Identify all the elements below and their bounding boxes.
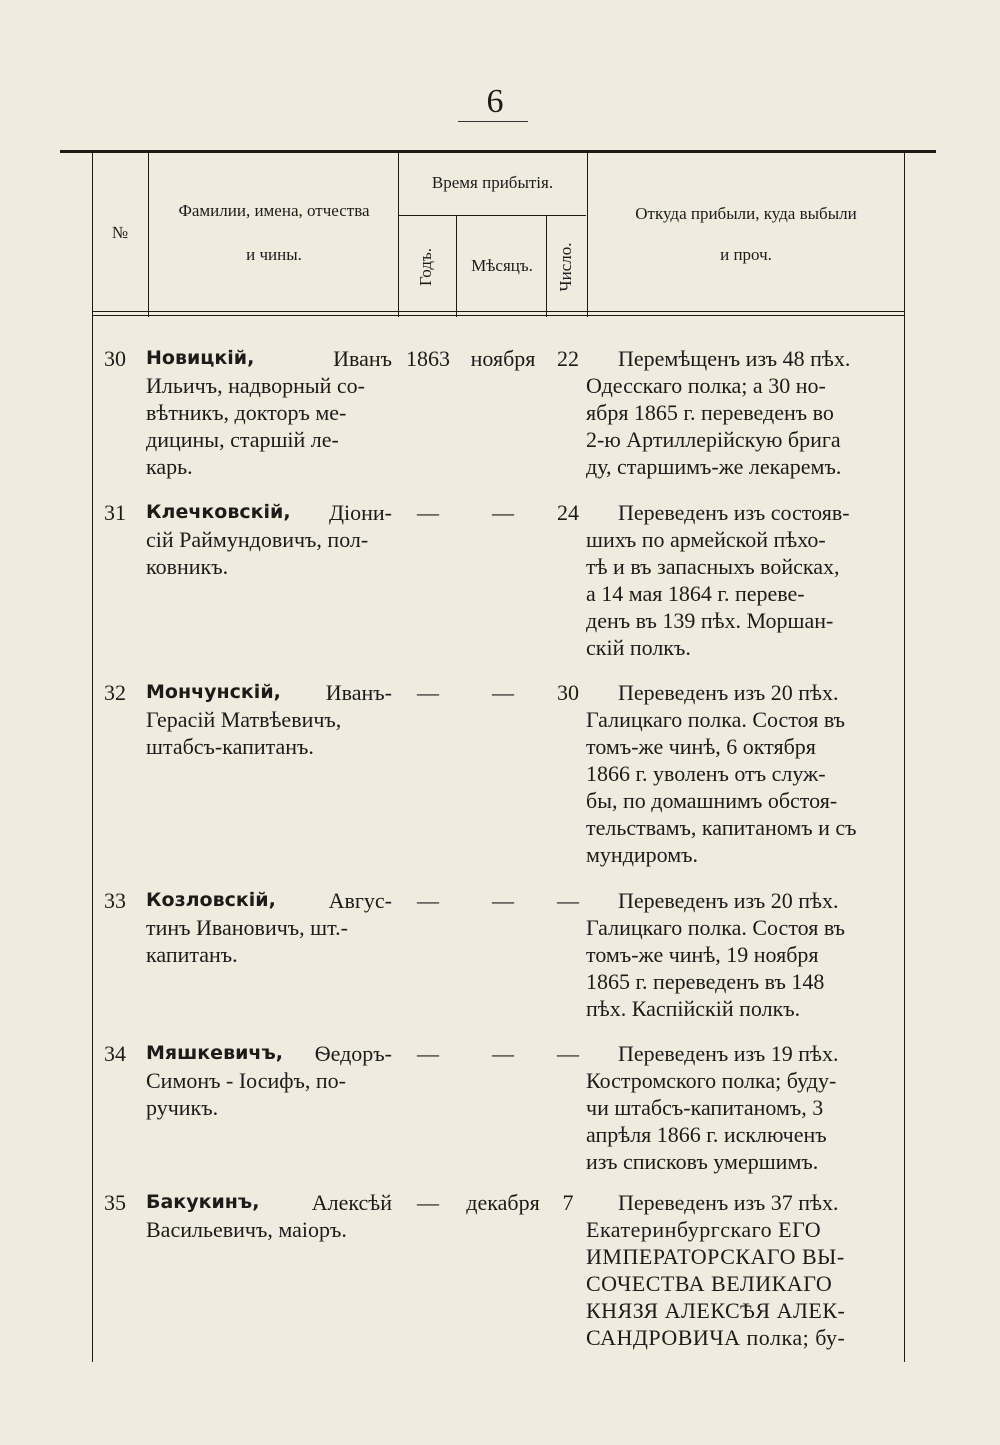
day-value: —	[557, 1041, 579, 1066]
remarks-line: СОЧЕСТВА ВЕЛИКАГО	[586, 1271, 833, 1296]
month-value: —	[492, 1041, 514, 1066]
right-border	[904, 152, 905, 1362]
remarks-line: денъ въ 139 пѣх. Моршан-	[586, 608, 834, 633]
month-value: —	[492, 680, 514, 705]
surname: Мончунскій,	[146, 681, 281, 703]
remarks-line: КНЯЗЯ АЛЕКСѢЯ АЛЕК-	[586, 1298, 846, 1323]
name-line: карь.	[146, 454, 193, 479]
day-value: 30	[557, 680, 579, 705]
remarks	[586, 499, 904, 661]
remarks-line: томъ-же чинѣ, 6 октября	[586, 734, 816, 759]
name-line: вѣтникъ, докторъ ме-	[146, 400, 347, 425]
name-line: капитанъ.	[146, 942, 238, 967]
name-line: тинъ Ивановичъ, шт.-	[146, 915, 348, 940]
header-number: №	[111, 223, 129, 242]
remarks-line: шихъ по армейской пѣхо-	[586, 527, 826, 552]
row-number: 34	[104, 1041, 126, 1066]
day-value: 7	[562, 1190, 574, 1215]
remarks-line: Одесскаго полка; а 30 но-	[586, 373, 826, 398]
remarks-line: ду, старшимъ-же лекаремъ.	[586, 454, 842, 479]
remarks-line: томъ-же чинѣ, 19 ноября	[586, 942, 819, 967]
name-line: дицины, старшій ле-	[146, 427, 339, 452]
header-name-line1: Фамилии, имена, отчества	[178, 201, 370, 220]
month-value: —	[492, 500, 514, 525]
remarks-line: мундиромъ.	[586, 842, 699, 867]
header-year: Годъ.	[416, 247, 435, 287]
row-number: 32	[104, 680, 126, 705]
remarks-line: скій полкъ.	[586, 635, 691, 660]
remarks-line: бы, по домашнимъ обстоя-	[586, 788, 838, 813]
row-number: 30	[104, 346, 126, 371]
surname: Мяшкевичъ,	[146, 1042, 283, 1064]
surname: Клечковскій,	[146, 501, 291, 523]
day-value: 22	[557, 346, 579, 371]
name-line: Васильевичъ, маіоръ.	[146, 1217, 347, 1242]
remarks-line: Екатеринбургскаго ЕГО	[586, 1217, 822, 1242]
name-line: Ильичъ, надворный со-	[146, 373, 366, 398]
remarks-line: 1865 г. переведенъ въ 148	[586, 969, 825, 994]
remarks-line: Переведенъ изъ 37 пѣх.	[618, 1190, 839, 1215]
remarks-line: изъ списковъ умершимъ.	[586, 1149, 819, 1174]
person-name	[146, 345, 392, 480]
remarks-line: тельствамъ, капитаномъ и съ	[586, 815, 857, 840]
name-line: Симонъ - Іосифъ, по-	[146, 1068, 346, 1093]
name-line: Иванъ	[333, 346, 392, 371]
page-number: 6	[486, 83, 504, 120]
header-rule-2	[92, 315, 904, 316]
divider-day-remarks	[587, 152, 588, 317]
name-line: сій Раймундовичъ, пол-	[146, 527, 369, 552]
remarks	[586, 345, 904, 480]
remarks-line: ября 1865 г. переведенъ во	[586, 400, 834, 425]
year-value: —	[417, 888, 439, 913]
remarks-line: САНДРОВИЧА полка; бу-	[586, 1325, 846, 1350]
person-name	[146, 887, 392, 968]
month-value: декабря	[466, 1190, 540, 1215]
remarks	[586, 1040, 904, 1175]
surname: Козловскій,	[146, 889, 276, 911]
remarks-line: ИМПЕРАТОРСКАГО ВЫ-	[586, 1244, 845, 1269]
name-line: Алексѣй	[311, 1190, 392, 1215]
remarks-line: 1866 г. уволенъ отъ служ-	[586, 761, 826, 786]
day-value: 24	[557, 500, 579, 525]
remarks-line: пѣх. Каспійскій полкъ.	[586, 996, 801, 1021]
left-border	[92, 152, 93, 1362]
remarks-line: Галицкаго полка. Состоя въ	[586, 915, 846, 940]
name-line: Герасій Матвѣевичъ,	[146, 707, 342, 732]
year-value: —	[417, 500, 439, 525]
header-day: Число.	[556, 242, 575, 292]
name-line: ручикъ.	[146, 1095, 219, 1120]
remarks-line: а 14 мая 1864 г. переве-	[586, 581, 805, 606]
day-value: —	[557, 888, 579, 913]
row-number: 31	[104, 500, 126, 525]
year-value: —	[417, 1041, 439, 1066]
person-name	[146, 679, 392, 760]
remarks	[586, 1189, 904, 1351]
name-line: Иванъ-	[325, 680, 392, 705]
month-value: ноября	[470, 346, 536, 371]
header-remarks-line2: и проч.	[720, 245, 772, 264]
arrival-subrule	[398, 215, 586, 216]
person-name	[146, 1189, 392, 1243]
year-value: —	[417, 1190, 439, 1215]
remarks-line: Костромского полка; буду-	[586, 1068, 837, 1093]
remarks-line: Переведенъ изъ 20 пѣх.	[618, 888, 839, 913]
page-number-rule	[458, 121, 528, 122]
name-line: Ѳедоръ-	[314, 1041, 392, 1066]
person-name	[146, 499, 392, 580]
remarks-line: Переведенъ изъ состояв-	[618, 500, 850, 525]
divider-no-name	[148, 152, 149, 317]
header-month: Мѣсяцъ.	[471, 256, 533, 275]
top-rule	[60, 150, 936, 153]
person-name	[146, 1040, 392, 1121]
row-number: 35	[104, 1190, 126, 1215]
month-value: —	[492, 888, 514, 913]
row-number: 33	[104, 888, 126, 913]
divider-month-day	[546, 215, 547, 317]
remarks-line: Переведенъ изъ 20 пѣх.	[618, 680, 839, 705]
name-line: Діони-	[329, 500, 392, 525]
remarks	[586, 679, 904, 868]
remarks-line: 2-ю Артиллерійскую брига	[586, 427, 841, 452]
name-line: штабсъ-капитанъ.	[146, 734, 314, 759]
remarks-line: чи штабсъ-капитаномъ, 3	[586, 1095, 824, 1120]
name-line: ковникъ.	[146, 554, 229, 579]
remarks-line: Переведенъ изъ 19 пѣх.	[618, 1041, 839, 1066]
remarks-line: апрѣля 1866 г. исключенъ	[586, 1122, 827, 1147]
surname: Новицкій,	[146, 347, 255, 369]
header-remarks-line1: Откуда прибыли, куда выбыли	[635, 204, 857, 223]
name-line: Авгус-	[328, 888, 392, 913]
surname: Бакукинъ,	[146, 1191, 260, 1213]
header-name-line2: и чины.	[246, 245, 302, 264]
remarks	[586, 887, 904, 1022]
header-arrival: Время прибытія.	[431, 173, 554, 192]
remarks-line: тѣ и въ запасныхъ войсках,	[586, 554, 840, 579]
year-value: —	[417, 680, 439, 705]
divider-year-month	[456, 215, 457, 317]
header-rule-1	[92, 311, 904, 312]
remarks-line: Галицкаго полка. Состоя въ	[586, 707, 846, 732]
remarks-line: Перемѣщенъ изъ 48 пѣх.	[618, 346, 851, 371]
year-value: 1863	[406, 346, 450, 371]
